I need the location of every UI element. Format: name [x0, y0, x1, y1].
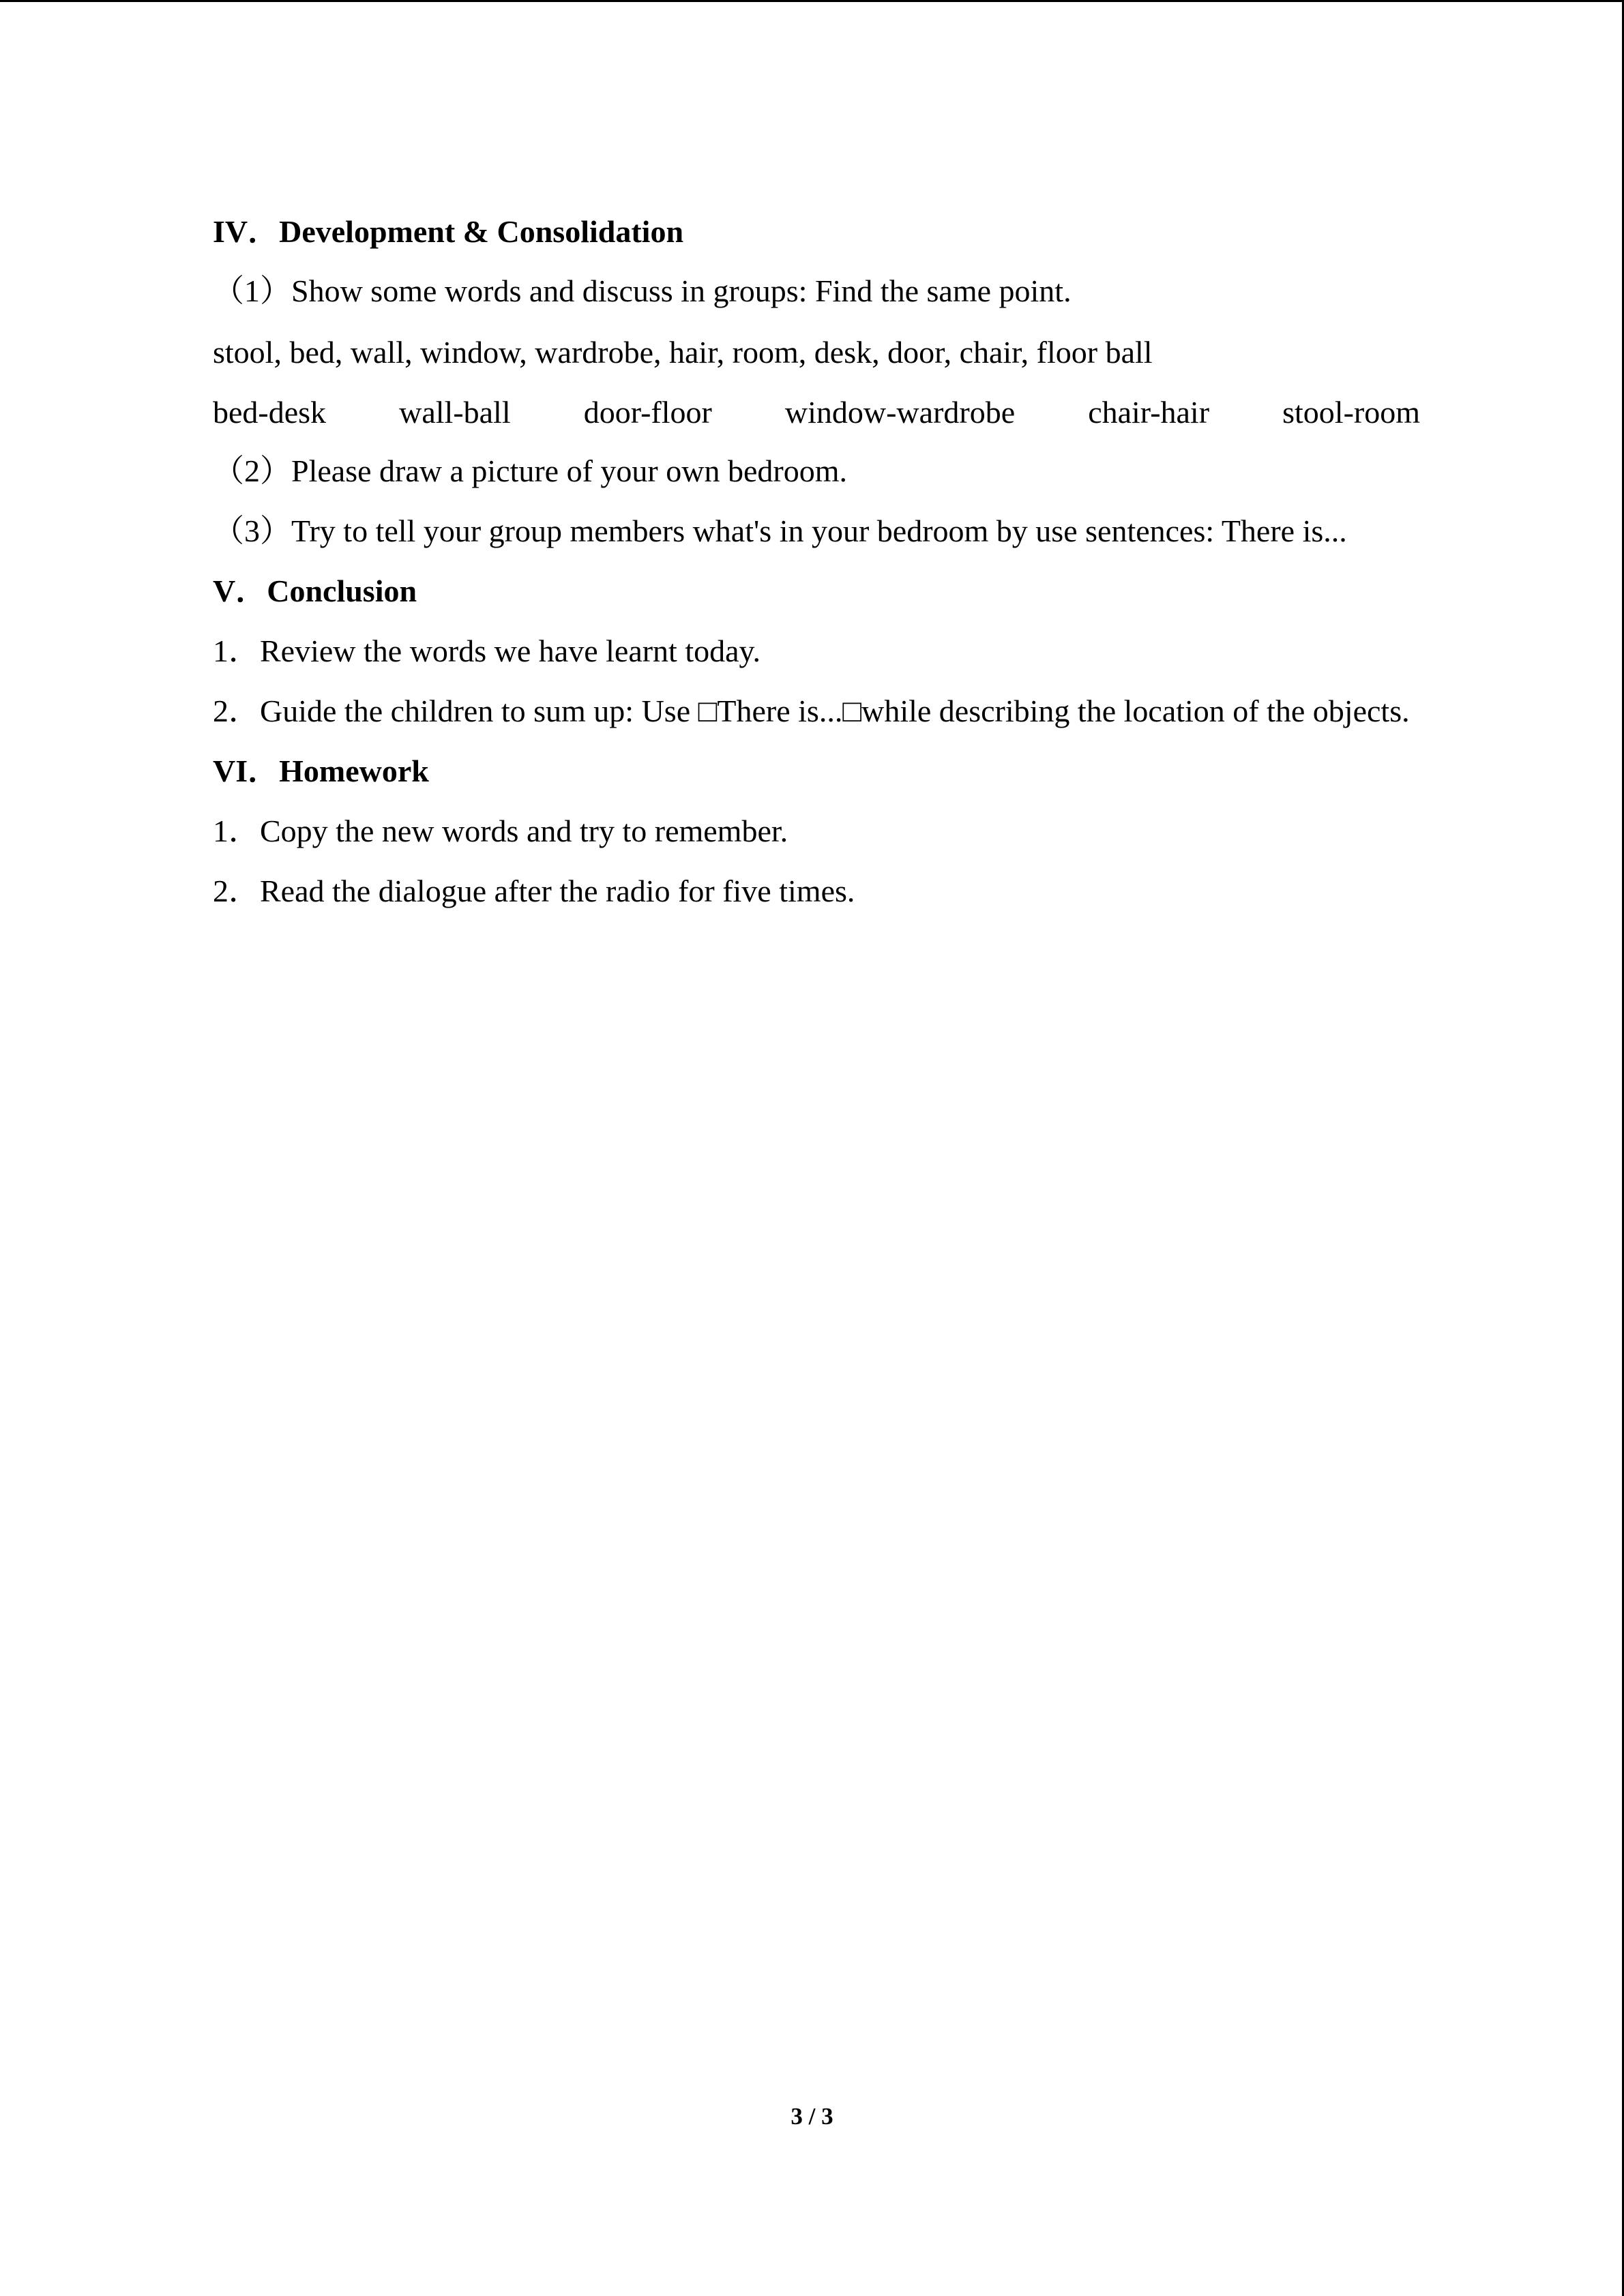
word-pairs-row	[213, 392, 1420, 433]
word-pair: wall-ball	[399, 395, 511, 430]
conclusion-item-2: 2．Guide the children to sum up: Use □There is...□while describing the location of the objects.	[213, 694, 1410, 728]
word-pair: door-floor	[583, 395, 712, 430]
word-pair: window-wardrobe	[784, 395, 1016, 430]
homework-item-2: 2．Read the dialogue after the radio for five times.	[213, 874, 855, 908]
word-pair: chair-hair	[1088, 395, 1210, 430]
homework-item-1: 1．Copy the new words and try to remember.	[213, 814, 788, 848]
word-list: stool, bed, wall, window, wardrobe, hair, room, desk, door, chair, floor ball	[213, 335, 1153, 370]
section-heading-development: IV．Development & Consolidation	[213, 214, 684, 249]
conclusion-item-1: 1．Review the words we have learnt today.	[213, 633, 761, 668]
development-item-2: （2）Please draw a picture of your own bedroom.	[213, 453, 847, 488]
development-item-1: （1）Show some words and discuss in groups: Find the same point.	[213, 273, 1072, 308]
development-item-3: （3）Try to tell your group members what's in your bedroom by use sentences: There is...	[213, 513, 1347, 548]
section-heading-conclusion: V．Conclusion	[213, 573, 417, 608]
page-number: 3 / 3	[791, 2103, 833, 2130]
word-pair: stool-room	[1282, 395, 1420, 430]
word-pair: bed-desk	[213, 395, 327, 430]
section-heading-homework: VI．Homework	[213, 754, 429, 788]
